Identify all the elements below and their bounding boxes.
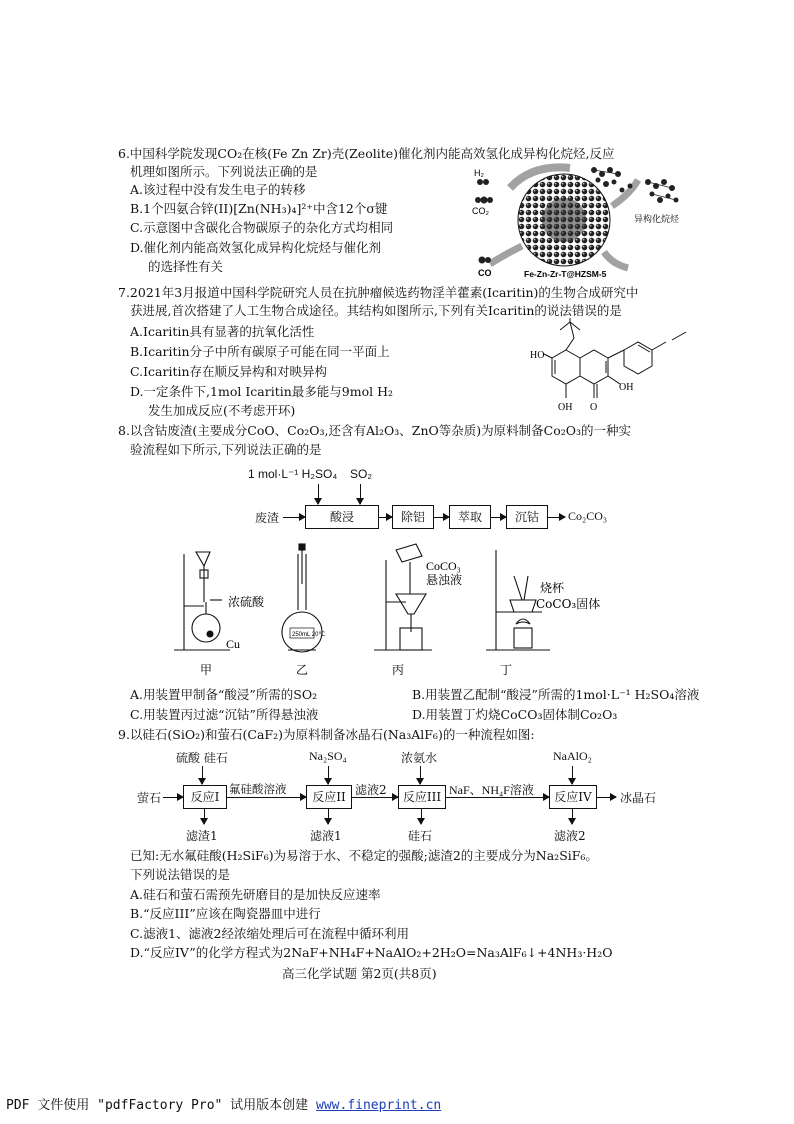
- q9-option-d: D.“反应IV”的化学方程式为2NaF+NH₄F+NaAlO₂+2H₂O=Na₃AlF₆↓+4NH₃·H₂O: [130, 945, 613, 960]
- q8-option-b: B.用装置乙配制“酸浸”所需的1mol·L⁻¹ H₂SO₄溶液: [412, 687, 700, 702]
- q8-apparatus-svg: [170, 540, 630, 680]
- volumetric-flask-label: 250mL 20℃: [292, 632, 326, 638]
- q9-bottom-output-2: 滤液1: [310, 829, 342, 843]
- q9-arrow-1: [163, 797, 183, 798]
- q7-option-d: D.一定条件下,1mol Icaritin最多能与9mol H₂: [130, 384, 393, 399]
- q7-option-b: B.Icaritin分子中所有碳原子可能在同一平面上: [130, 344, 390, 359]
- pdf-footer: [6, 1094, 441, 1113]
- q8-step-extract: 萃取: [449, 505, 491, 529]
- q6-stem-line1: 6.中国科学院发现CO₂在核(Fe Zn Zr)壳(Zeolite)催化剂内能高效氢化成异构化烷烃,反应: [118, 146, 615, 161]
- conc-sulfuric-label: 浓硫酸: [228, 595, 265, 609]
- q9-arrow-top-1: [202, 766, 203, 784]
- q9-arrow-top-4: [572, 766, 573, 784]
- q8-arrow-5: [547, 517, 565, 518]
- apparatus-yi: 乙: [296, 663, 309, 677]
- q9-arrow-bottom-3: [421, 808, 422, 824]
- q8-step-acid-leach: 酸浸: [305, 505, 379, 529]
- oh-label-bottom: OH: [558, 402, 573, 413]
- q9-top-input-3: 浓氨水: [401, 751, 438, 765]
- q8-arrow-2: [378, 517, 392, 518]
- q6-option-d: D.催化剂内能高效氢化成异构化烷烃与催化剂: [130, 240, 382, 255]
- o-label: O: [590, 402, 598, 413]
- q9-arrow-top-2: [328, 766, 329, 784]
- q8-arrow-reagent1: [318, 484, 319, 504]
- q6-option-c: C.示意图中含碳化合物碳原子的杂化方式均相同: [130, 220, 394, 235]
- q8-reagent-h2so4: 1 mol·L⁻¹ H₂SO₄: [248, 467, 338, 481]
- q8-stem-line1: 8.以含钴废渣(主要成分CoO、Co₂O₃,还含有Al₂O₃、ZnO等杂质)为原料制备Co₂O₃的一种实: [118, 423, 631, 438]
- q9-option-a: A.硅石和萤石需预先研磨目的是加快反应速率: [130, 887, 381, 902]
- q8-step-precipitate: 沉钴: [506, 505, 548, 529]
- coco3-solid-label: CoCO₃固体: [536, 597, 601, 611]
- q9-bottom-output-3: 硅石: [408, 829, 433, 843]
- q9-arrow-bottom-1: [204, 808, 205, 824]
- q9-arrow-5: [596, 797, 616, 798]
- q8-flow-start: 废渣: [255, 511, 280, 525]
- cu-label: Cu: [226, 637, 241, 651]
- fineprint-link[interactable]: www.fineprint.cn: [316, 1098, 442, 1113]
- q8-option-d: D.用装置丁灼烧CoCO₃固体制Co₂O₃: [412, 707, 618, 722]
- apparatus-bing: 丙: [392, 663, 405, 677]
- co-label: CO: [478, 268, 492, 278]
- q7-stem-line1: 7.2021年3月报道中国科学院研究人员在抗肿瘤候选药物淫羊藿素(Icaritin)的生物合成研究中: [118, 285, 639, 300]
- ho-label: HO: [530, 350, 545, 361]
- q9-known: 已知:无水氟硅酸(H₂SiF₆)为易溶于水、不稳定的强酸;滤渣2的主要成分为Na₂SiF₆。: [130, 848, 598, 863]
- q9-arrow-top-3: [420, 766, 421, 784]
- catalyst-mechanism-figure: [462, 160, 694, 280]
- q9-stem: 9.以硅石(SiO₂)和萤石(CaF₂)为原料制备冰晶石(Na₃AlF₆)的一种流程如图:: [118, 727, 535, 742]
- q7-stem-line2: 获进展,首次搭建了人工生物合成途径。其结构如图所示,下列有关Icaritin的说法错误的是: [130, 303, 622, 318]
- q9-top-input-2: Na₂SO₄: [309, 749, 347, 763]
- q6-stem-line2: 机理如图所示。下列说法正确的是: [130, 164, 318, 179]
- q9-option-b: B.“反应III”应该在陶瓷器皿中进行: [130, 906, 321, 921]
- q8-option-c: C.用装置丙过滤“沉钴”所得悬浊液: [130, 707, 319, 722]
- q9-flow-start: 萤石: [137, 791, 162, 805]
- q8-stem-line2: 验流程如下所示,下列说法正确的是: [130, 442, 322, 457]
- q8-option-a: A.用装置甲制备“酸浸”所需的SO₂: [130, 687, 318, 702]
- coco3-suspension-label-2: 悬浊液: [426, 573, 463, 587]
- q7-option-c: C.Icaritin存在顺反异构和对映异构: [130, 364, 328, 379]
- q9-bottom-output-1: 滤渣1: [186, 829, 218, 843]
- q8-flow-product: Co₂CO₃: [568, 509, 608, 523]
- oh-label-right: OH: [619, 382, 634, 393]
- co2-label: CO₂: [472, 206, 489, 216]
- q9-arrow-bottom-2: [328, 808, 329, 824]
- catalyst-label: Fe-Zn-Zr-T@HZSM-5: [524, 269, 607, 279]
- page-footer: 高三化学试题 第2页(共8页): [282, 966, 437, 981]
- coco3-suspension-label-1: CoCO₃: [426, 559, 461, 573]
- q9-arrow-4: [445, 797, 549, 798]
- q7-option-a: A.Icaritin具有显著的抗氧化活性: [130, 324, 315, 339]
- q8-apparatus-figure: [170, 540, 630, 680]
- q7-option-d-cont: 发生加成反应(不考虑开环): [148, 403, 296, 418]
- q8-step-remove-al: 除铝: [392, 505, 434, 529]
- q8-arrow-4: [490, 517, 506, 518]
- q6-option-b: B.1个四氨合锌(II)[Zn(NH₃)₄]²⁺中含12个σ键: [130, 201, 388, 216]
- q9-bottom-output-4: 滤液2: [554, 829, 586, 843]
- q8-arrow-reagent2: [360, 484, 361, 504]
- h2-label: H₂: [474, 168, 484, 178]
- q9-ask: 下列说法错误的是: [130, 867, 231, 882]
- catalyst-mechanism-svg: [462, 160, 694, 280]
- apparatus-jia: 甲: [200, 663, 213, 677]
- isomer-label: 异构化烷烃: [634, 215, 680, 225]
- q9-mid-2: 滤液2: [355, 783, 387, 797]
- q9-arrow-2: [226, 797, 306, 798]
- q9-arrow-3: [351, 797, 398, 798]
- q9-arrow-bottom-4: [572, 808, 573, 824]
- q9-mid-3: NaF、NH₄F溶液: [449, 783, 534, 797]
- q9-reaction-2: 反应II: [306, 785, 352, 809]
- icaritin-structure: [530, 318, 692, 422]
- icaritin-svg: [530, 318, 692, 422]
- q9-option-c: C.滤液1、滤液2经浓缩处理后可在流程中循环利用: [130, 926, 409, 941]
- q9-flow-end: 冰晶石: [620, 791, 657, 805]
- apparatus-ding: 丁: [500, 663, 513, 677]
- q9-top-input-1: 硫酸 硅石: [176, 751, 228, 765]
- pdf-footer-text: PDF 文件使用 "pdfFactory Pro" 试用版本创建: [6, 1098, 317, 1113]
- q9-top-input-4: NaAlO₂: [553, 749, 592, 763]
- q6-option-d-cont: 的选择性有关: [148, 259, 224, 274]
- q9-reaction-1: 反应I: [183, 785, 227, 809]
- q6-option-a: A.该过程中没有发生电子的转移: [130, 182, 306, 197]
- q8-arrow-3: [433, 517, 449, 518]
- beaker-label: 烧杯: [540, 581, 565, 595]
- q8-arrow-1: [283, 517, 305, 518]
- q9-reaction-4: 反应IV: [549, 785, 597, 809]
- q8-reagent-so2: SO₂: [350, 467, 372, 481]
- q9-reaction-3: 反应III: [398, 785, 446, 809]
- q9-mid-1: 氟硅酸溶液: [229, 782, 287, 796]
